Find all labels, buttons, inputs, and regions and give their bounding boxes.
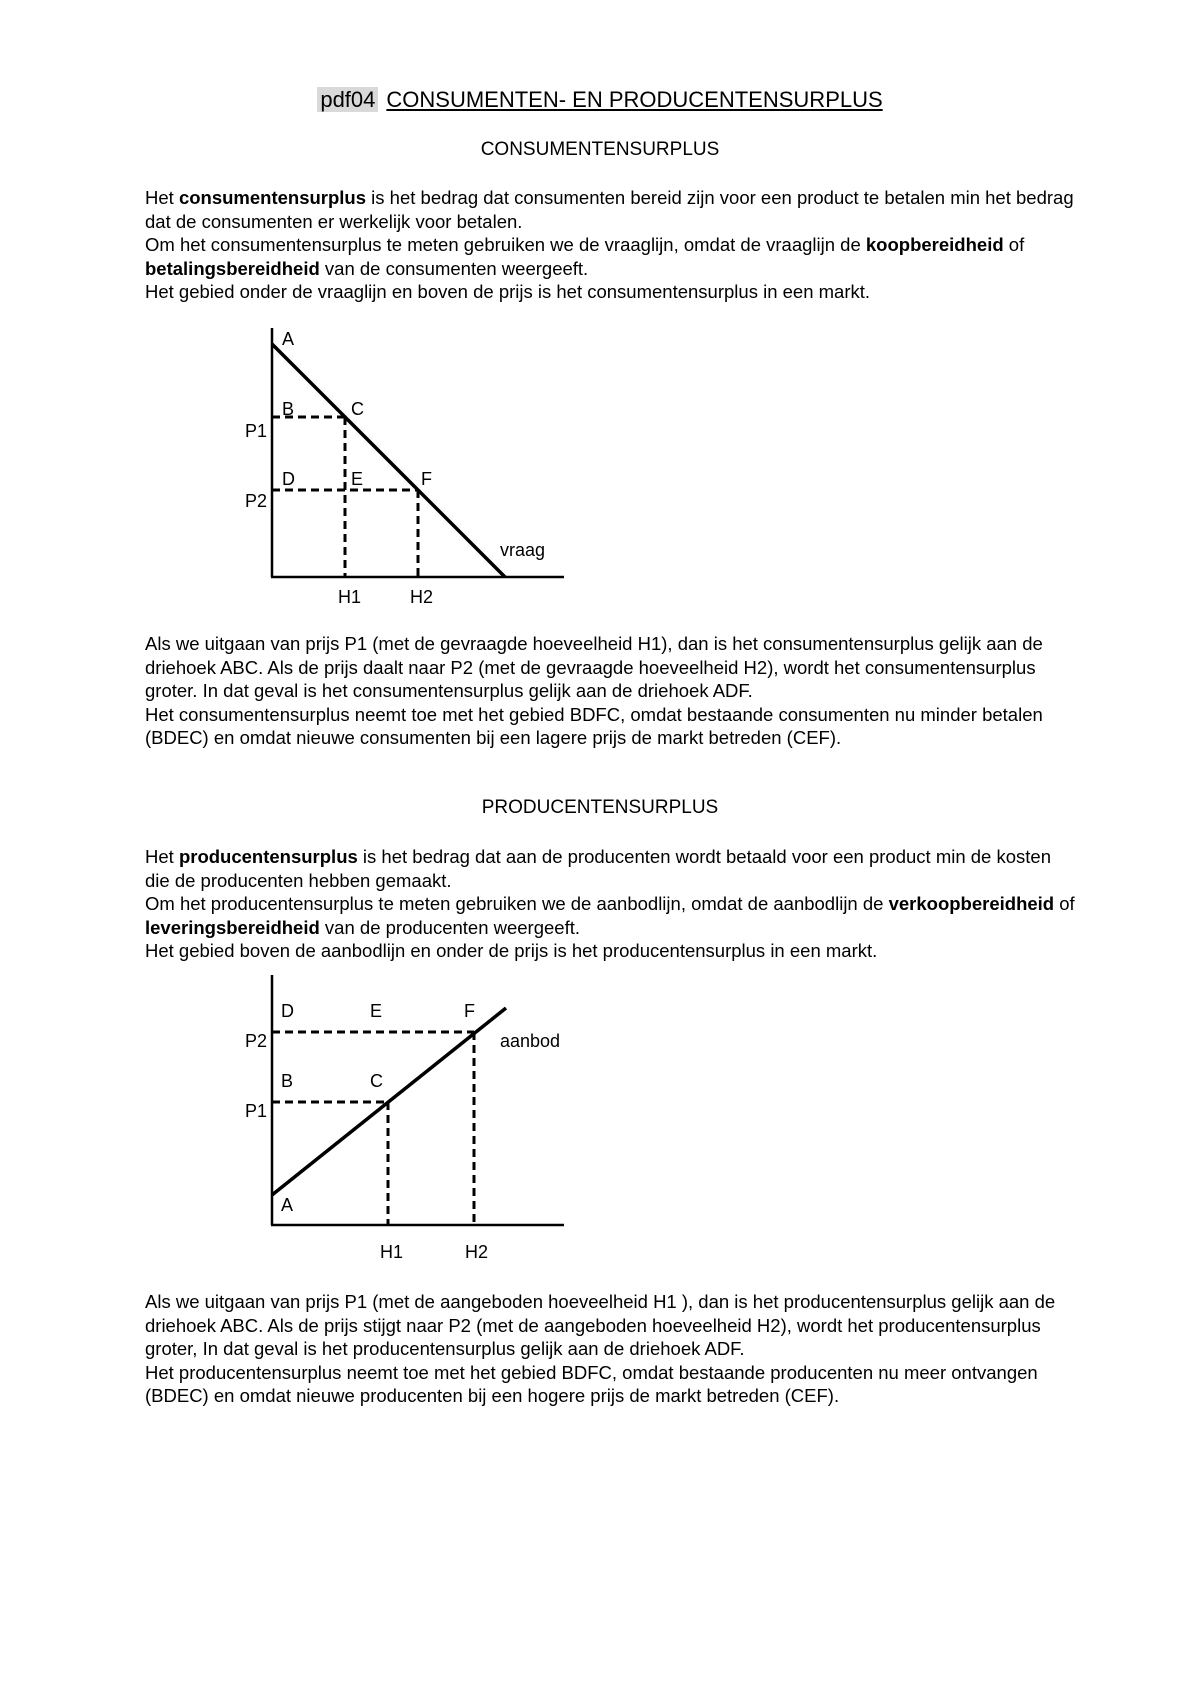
- term-koopbereidheid: koopbereidheid: [865, 234, 1004, 255]
- demand-graph: [230, 320, 590, 620]
- supply-p1-label: P1: [245, 1101, 268, 1121]
- consumer-explanation-p2: Het consumentensurplus neemt toe met het gebied BDFC, omdat bestaande consumenten nu minder betalen (BDEC) en omdat nieuwe consumenten bij een lagere prijs de markt betreden (CEF).: [145, 703, 1043, 748]
- demand-curve-label: vraag: [500, 540, 546, 560]
- document-title: [0, 86, 1200, 114]
- supply-p2-label: P2: [245, 1031, 268, 1051]
- consumer-explanation-p1: Als we uitgaan van prijs P1 (met de gevraagde hoeveelheid H1), dan is het consumentensurplus gelijk aan de driehoek ABC. Als de prijs daalt naar P2 (met de gevraagde hoeveelheid H2), wordt het consumentensurplus groter. In dat geval is het consumentensurplus gelijk aan de driehoek ADF.: [145, 633, 1043, 701]
- supply-point-e: E: [370, 1001, 383, 1021]
- consumer-intro-measure: Om het consumentensurplus te meten gebruiken we de vraaglijn, omdat de vraaglijn de koopbereidheid of betalingsbereidheid van de consumenten weergeeft.: [145, 234, 1025, 279]
- demand-point-a: A: [282, 329, 295, 349]
- demand-p2-label: P2: [245, 491, 268, 511]
- demand-p1-label: P1: [245, 421, 268, 441]
- producer-intro-definition: Het producentensurplus is het bedrag dat aan de producenten wordt betaald voor een product min de kosten die de producenten hebben gemaakt.: [145, 846, 1051, 891]
- producer-explanation-p2: Het producentensurplus neemt toe met het gebied BDFC, omdat bestaande producenten nu meer ontvangen (BDEC) en omdat nieuwe producenten bij een hogere prijs de markt betreden (CEF).: [145, 1361, 1038, 1406]
- document-main-title: CONSUMENTEN- EN PRODUCENTENSURPLUS: [386, 87, 883, 112]
- supply-line: [272, 1008, 506, 1195]
- supply-curve-label: aanbod: [500, 1031, 561, 1051]
- supply-point-d: D: [281, 1001, 294, 1021]
- producer-intro: [145, 845, 1075, 963]
- consumer-intro-definition: Het consumentensurplus is het bedrag dat consumenten bereid zijn voor een product te betalen min het bedrag dat de consumenten er werkelijk voor betalen.: [145, 187, 1074, 232]
- term-consumentensurplus: consumentensurplus: [178, 187, 367, 208]
- demand-point-b: B: [282, 399, 295, 419]
- demand-point-c: C: [351, 399, 364, 419]
- demand-h1-label: H1: [338, 587, 362, 607]
- demand-h2-label: H2: [410, 587, 434, 607]
- supply-point-f: F: [464, 1001, 475, 1021]
- producer-explanation-p1: Als we uitgaan van prijs P1 (met de aangeboden hoeveelheid H1 ), dan is het producentensurplus gelijk aan de driehoek ABC. Als de prijs stijgt naar P2 (met de aangeboden hoeveelheid H2), wordt het producentensurplus groter, In dat geval is het producentensurplus gelijk aan de driehoek ADF.: [145, 1291, 1056, 1359]
- document-tag: pdf04: [317, 87, 378, 112]
- consumer-explanation: [145, 632, 1075, 750]
- producer-intro-measure: Om het producentensurplus te meten gebruiken we de aanbodlijn, omdat de aanbodlijn de verkoopbereidheid of leveringsbereidheid van de producenten weergeeft.: [145, 893, 1075, 938]
- producer-intro-area: Het gebied boven de aanbodlijn en onder de prijs is het producentensurplus in een markt.: [145, 940, 878, 961]
- consumer-heading: CONSUMENTENSURPLUS: [480, 139, 720, 160]
- term-producentensurplus: producentensurplus: [178, 846, 358, 867]
- supply-h1-label: H1: [380, 1242, 404, 1262]
- producer-heading: PRODUCENTENSURPLUS: [481, 797, 719, 818]
- supply-point-c: C: [370, 1071, 383, 1091]
- consumer-intro-area: Het gebied onder de vraaglijn en boven de prijs is het consumentensurplus in een markt.: [145, 281, 871, 302]
- supply-point-a: A: [281, 1195, 294, 1215]
- term-leveringsbereidheid: leveringsbereidheid: [145, 916, 320, 938]
- term-betalingsbereidheid: betalingsbereidheid: [145, 257, 320, 279]
- demand-line: [272, 344, 505, 577]
- supply-point-b: B: [281, 1071, 294, 1091]
- demand-point-f: F: [421, 469, 432, 489]
- term-verkoopbereidheid: verkoopbereidheid: [888, 893, 1055, 914]
- producer-explanation: [145, 1290, 1075, 1408]
- supply-graph: [230, 975, 590, 1275]
- supply-h2-label: H2: [465, 1242, 489, 1262]
- demand-point-d: D: [282, 469, 295, 489]
- consumer-intro: [145, 186, 1075, 304]
- demand-point-e: E: [351, 469, 364, 489]
